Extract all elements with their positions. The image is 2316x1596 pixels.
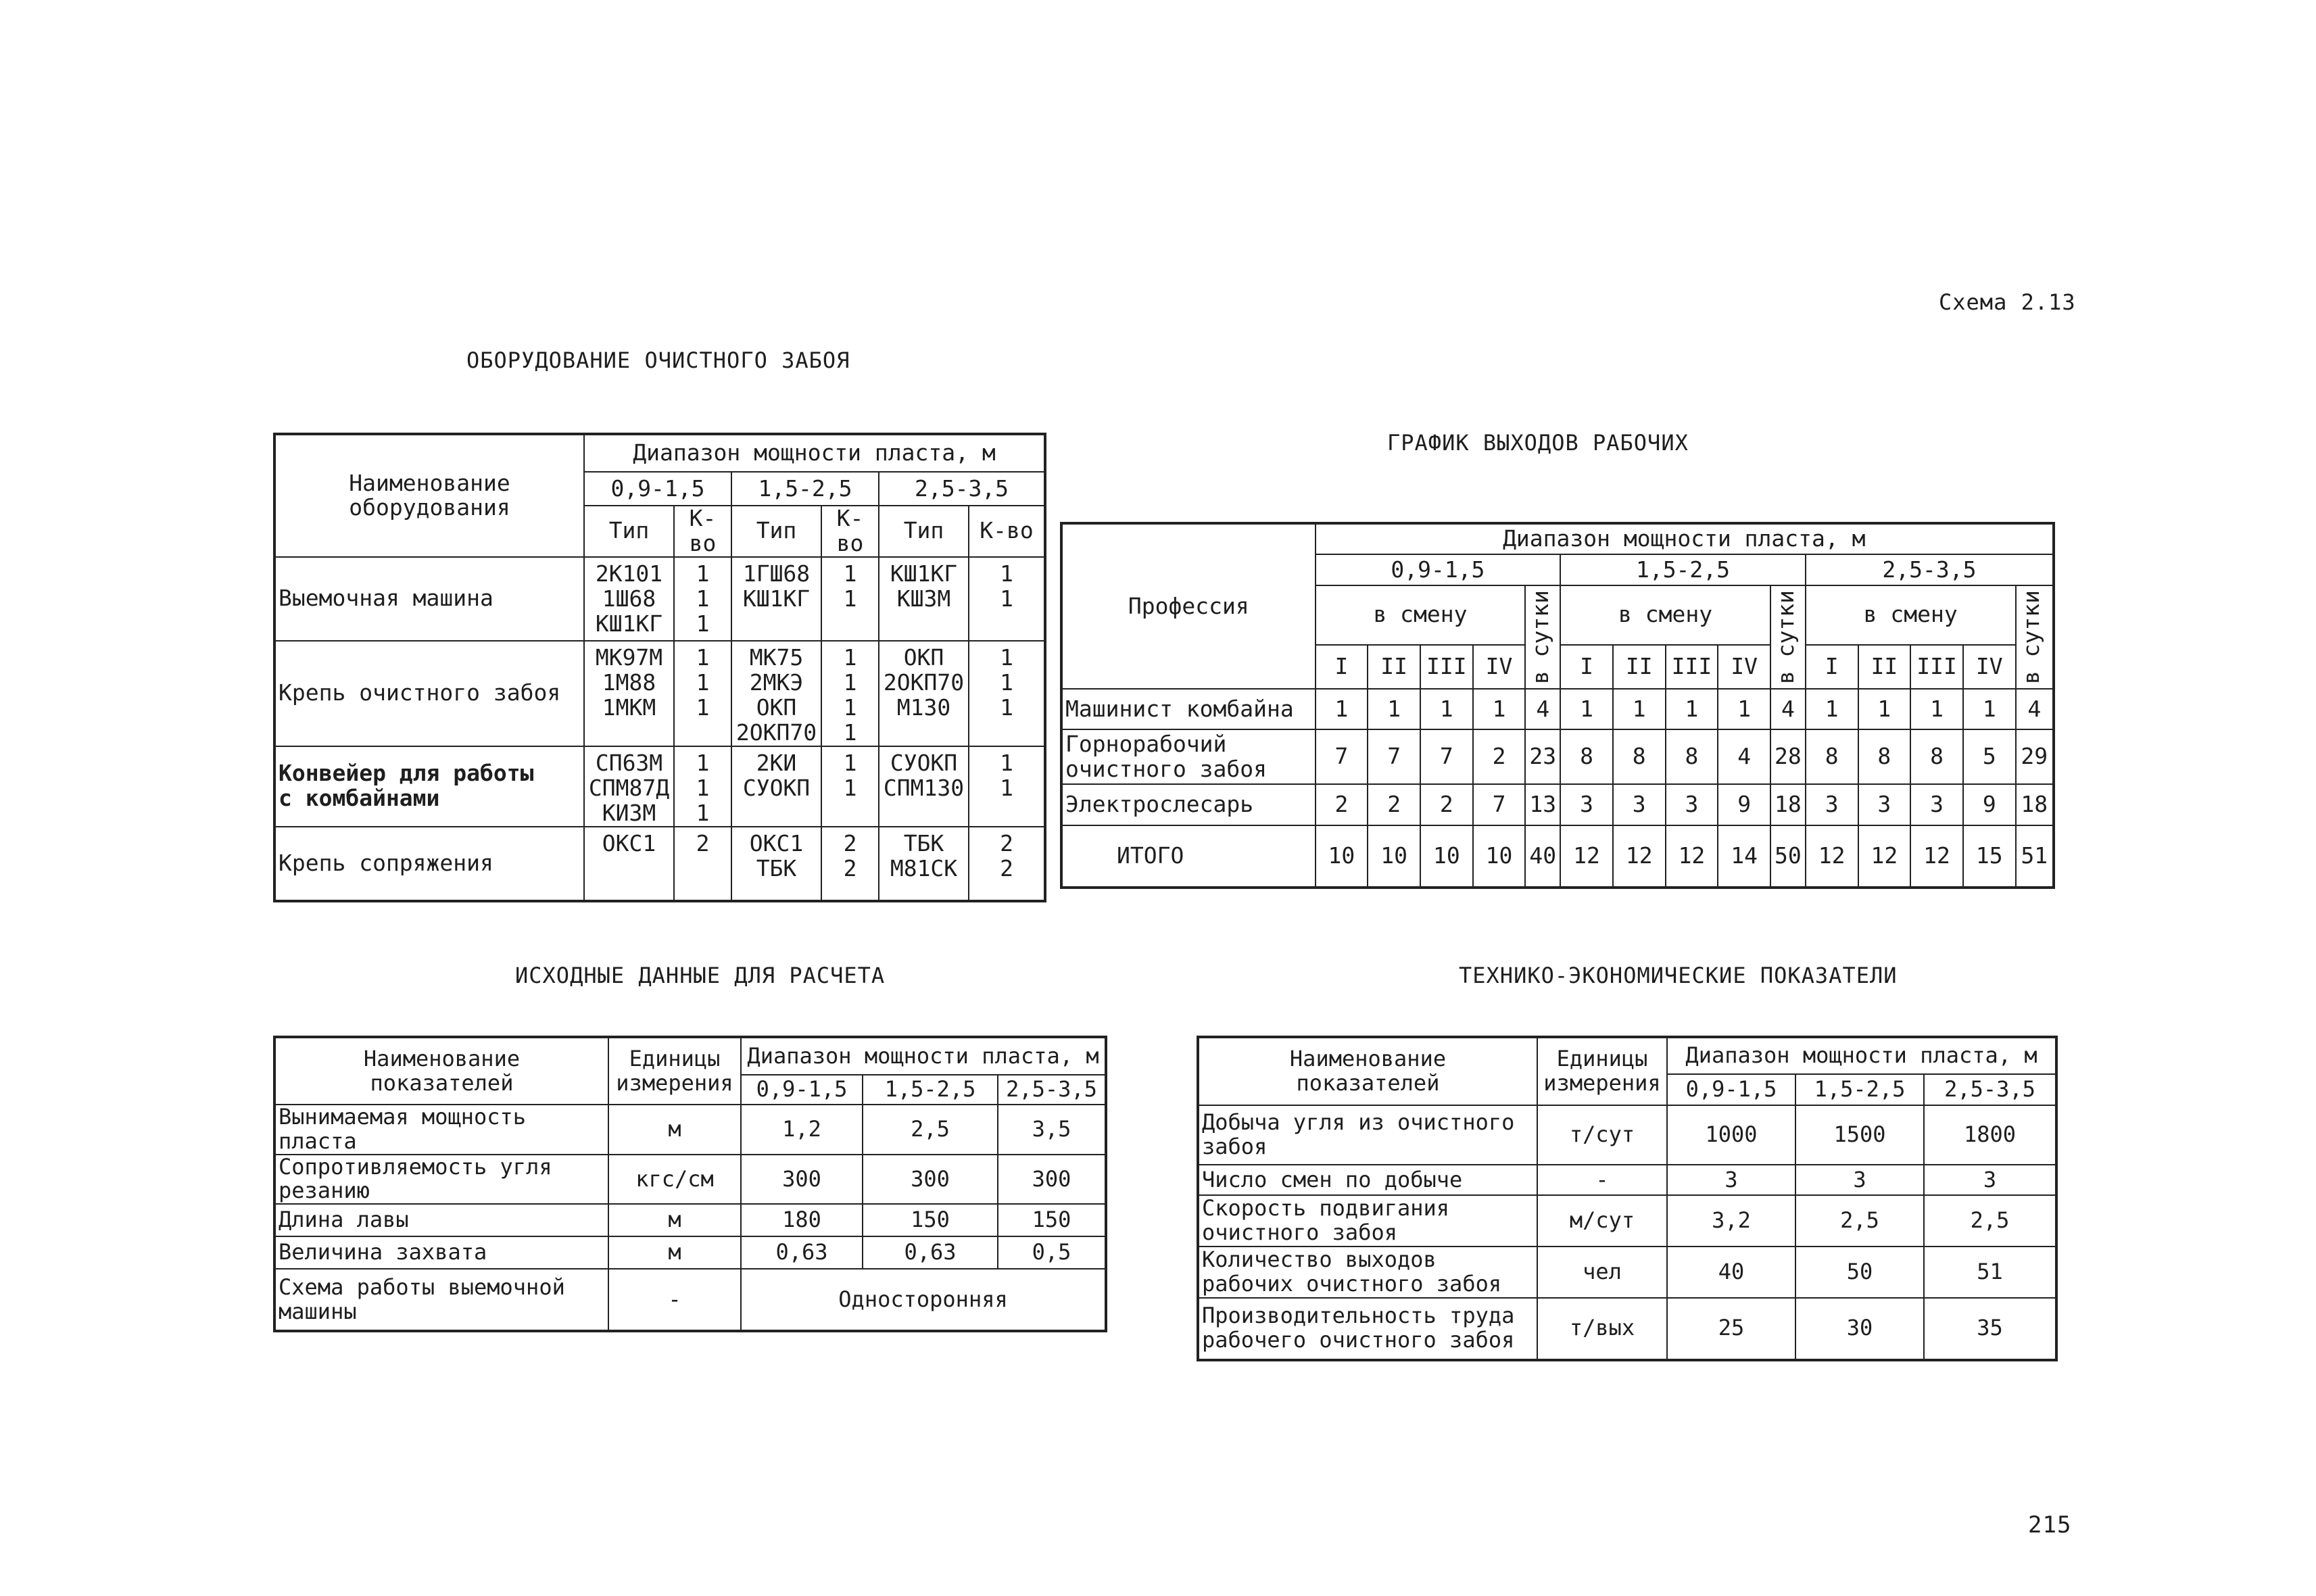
row-value: 12 <box>1806 825 1858 888</box>
row-value: 12 <box>1613 825 1666 888</box>
row-name: Величина захвата <box>274 1236 608 1269</box>
schedule-table <box>1060 522 2055 889</box>
row-value: 3 <box>1806 784 1858 825</box>
equipment-count-cell: 2 2 <box>969 827 1045 901</box>
row-value: 1 <box>1858 689 1911 729</box>
row-value: 1 <box>1613 689 1666 729</box>
indicators-range-1: 0,9-1,5 <box>1667 1074 1795 1105</box>
row-name: Выемочная машина <box>274 557 584 641</box>
table-row <box>1061 729 2054 784</box>
row-value: 50 <box>1770 825 1806 888</box>
row-name: Схема работы выемочной машины <box>274 1269 608 1331</box>
per-day-label: в сутки <box>1770 585 1806 689</box>
row-value: 0,63 <box>863 1236 998 1269</box>
row-value: 150 <box>863 1204 998 1236</box>
indicators-title: ТЕХНИКО-ЭКОНОМИЧЕСКИЕ ПОКАЗАТЕЛИ <box>1459 963 1898 988</box>
row-value: 1 <box>1910 689 1963 729</box>
row-name: Добыча угля из очистного забоя <box>1198 1105 1537 1165</box>
schedule-header-range: Диапазон мощности пласта, м <box>1316 523 2054 554</box>
col-type: Тип <box>584 506 674 557</box>
equipment-type-cell: СП63М СПМ87Д КИ3М <box>584 746 674 827</box>
row-value: 1 <box>1666 689 1718 729</box>
row-value: 3 <box>1910 784 1963 825</box>
equipment-table <box>273 433 1046 902</box>
table-row <box>1198 1247 2056 1298</box>
shift-number: II <box>1368 645 1420 689</box>
initial-data-table <box>273 1036 1107 1332</box>
row-value: 2,5 <box>1924 1195 2056 1247</box>
row-name: Электрослесарь <box>1061 784 1316 825</box>
col-type: Тип <box>879 506 969 557</box>
row-value: 40 <box>1667 1247 1795 1298</box>
equipment-type-cell: 2К101 1Ш68 КШ1КГ <box>584 557 674 641</box>
equipment-type-cell: ОКС1 ТБК <box>731 827 821 901</box>
row-value: 12 <box>1560 825 1613 888</box>
row-value: 15 <box>1963 825 2016 888</box>
row-value: 2 <box>1473 729 1526 784</box>
row-value: 7 <box>1473 784 1526 825</box>
row-value: 1000 <box>1667 1105 1795 1165</box>
row-value: 3 <box>1858 784 1911 825</box>
per-shift-label: в смену <box>1560 585 1770 645</box>
initial-range-2: 1,5-2,5 <box>863 1075 998 1105</box>
row-value: 8 <box>1560 729 1613 784</box>
row-value: 7 <box>1368 729 1420 784</box>
row-value: 1 <box>1963 689 2016 729</box>
initial-data-title: ИСХОДНЫЕ ДАННЫЕ ДЛЯ РАСЧЕТА <box>515 963 886 988</box>
row-value: 51 <box>1924 1247 2056 1298</box>
row-value: 23 <box>1525 729 1560 784</box>
indicators-header-name: Наименование показателей <box>1198 1037 1537 1105</box>
table-row <box>274 827 1045 901</box>
row-value: 10 <box>1368 825 1420 888</box>
row-value: 3 <box>1667 1165 1795 1195</box>
initial-header-units: Единицы измерения <box>608 1037 741 1105</box>
scheme-label: Схема 2.13 <box>1939 289 2076 315</box>
row-name: Число смен по добыче <box>1198 1165 1537 1195</box>
indicators-header-units: Единицы измерения <box>1537 1037 1667 1105</box>
indicators-range-2: 1,5-2,5 <box>1795 1074 1924 1105</box>
row-value: 29 <box>2016 729 2054 784</box>
row-value: 3 <box>1613 784 1666 825</box>
initial-range-1: 0,9-1,5 <box>741 1075 863 1105</box>
equipment-range-3: 2,5-3,5 <box>879 472 1045 506</box>
equipment-count-cell: 1 1 1 <box>674 557 731 641</box>
row-value: 8 <box>1858 729 1911 784</box>
row-value: 28 <box>1770 729 1806 784</box>
row-value: 3,2 <box>1667 1195 1795 1247</box>
per-shift-label: в смену <box>1316 585 1526 645</box>
per-day-label: в сутки <box>2016 585 2054 689</box>
row-value: 12 <box>1666 825 1718 888</box>
row-value: 9 <box>1963 784 2016 825</box>
shift-number: IV <box>1718 645 1770 689</box>
row-unit: т/сут <box>1537 1105 1667 1165</box>
row-value: 0,5 <box>998 1236 1106 1269</box>
shift-number: I <box>1806 645 1858 689</box>
shift-number: III <box>1666 645 1718 689</box>
row-value: 1 <box>1560 689 1613 729</box>
schedule-range-1: 0,9-1,5 <box>1316 554 1561 585</box>
row-unit: м <box>608 1105 741 1155</box>
row-name: ИТОГО <box>1061 825 1316 888</box>
equipment-type-cell: 2КИ СУОКП <box>731 746 821 827</box>
row-value: 12 <box>1858 825 1911 888</box>
row-value: 50 <box>1795 1247 1924 1298</box>
per-day-label: в сутки <box>1525 585 1560 689</box>
equipment-type-cell: ТБК М81СК <box>879 827 969 901</box>
row-value: 0,63 <box>741 1236 863 1269</box>
schedule-range-2: 1,5-2,5 <box>1560 554 1806 585</box>
schedule-range-3: 2,5-3,5 <box>1806 554 2054 585</box>
row-unit: - <box>1537 1165 1667 1195</box>
row-unit: м <box>608 1236 741 1269</box>
row-name: Скорость подвигания очистного забоя <box>1198 1195 1537 1247</box>
row-value: 3 <box>1666 784 1718 825</box>
row-value: 2,5 <box>863 1105 998 1155</box>
row-value: 51 <box>2016 825 2054 888</box>
equipment-header-name: Наименование оборудования <box>274 434 584 557</box>
row-value: 3 <box>1560 784 1613 825</box>
row-name: Количество выходов рабочих очистного забоя <box>1198 1247 1537 1298</box>
row-unit: м <box>608 1204 741 1236</box>
row-value: 8 <box>1613 729 1666 784</box>
row-value: 2,5 <box>1795 1195 1924 1247</box>
row-value: 30 <box>1795 1298 1924 1360</box>
equipment-type-cell: ОКП 2ОКП70 М130 <box>879 641 969 746</box>
row-value: 13 <box>1525 784 1560 825</box>
row-value: 1 <box>1420 689 1473 729</box>
equipment-count-cell: 1 1 <box>821 557 879 641</box>
table-row <box>1198 1195 2056 1247</box>
row-value: 8 <box>1666 729 1718 784</box>
row-value: 4 <box>1718 729 1770 784</box>
table-row <box>1061 689 2054 729</box>
row-value: Односторонняя <box>741 1269 1106 1331</box>
table-row <box>1198 1105 2056 1165</box>
row-value: 35 <box>1924 1298 2056 1360</box>
equipment-type-cell: 1ГШ68 КШ1КГ <box>731 557 821 641</box>
table-row <box>274 1236 1106 1269</box>
col-count: К-во <box>674 506 731 557</box>
table-row <box>1198 1165 2056 1195</box>
row-unit: чел <box>1537 1247 1667 1298</box>
equipment-type-cell: ОКС1 <box>584 827 674 901</box>
table-row <box>274 1105 1106 1155</box>
row-value: 10 <box>1473 825 1526 888</box>
equipment-count-cell: 1 1 <box>821 746 879 827</box>
row-value: 8 <box>1910 729 1963 784</box>
table-row <box>1198 1298 2056 1360</box>
row-value: 5 <box>1963 729 2016 784</box>
row-value: 14 <box>1718 825 1770 888</box>
col-count: К-во <box>969 506 1045 557</box>
per-shift-label: в смену <box>1806 585 2016 645</box>
table-row <box>274 746 1045 827</box>
table-row <box>1061 825 2054 888</box>
row-name: Горнорабочий очистного забоя <box>1061 729 1316 784</box>
row-value: 2 <box>1368 784 1420 825</box>
row-value: 8 <box>1806 729 1858 784</box>
row-value: 40 <box>1525 825 1560 888</box>
table-row <box>274 557 1045 641</box>
row-value: 180 <box>741 1204 863 1236</box>
row-value: 2 <box>1420 784 1473 825</box>
row-value: 7 <box>1316 729 1368 784</box>
shift-number: II <box>1613 645 1666 689</box>
row-value: 4 <box>1525 689 1560 729</box>
equipment-count-cell: 1 1 1 1 <box>821 641 879 746</box>
col-count: К-во <box>821 506 879 557</box>
row-value: 150 <box>998 1204 1106 1236</box>
shift-number: III <box>1910 645 1963 689</box>
row-value: 1 <box>1473 689 1526 729</box>
initial-header-name: Наименование показателей <box>274 1037 608 1105</box>
table-row <box>274 1155 1106 1205</box>
row-name: Вынимаемая мощность пласта <box>274 1105 608 1155</box>
row-value: 1 <box>1806 689 1858 729</box>
row-value: 300 <box>741 1155 863 1205</box>
row-value: 1 <box>1316 689 1368 729</box>
schedule-title: ГРАФИК ВЫХОДОВ РАБОЧИХ <box>1387 430 1689 456</box>
equipment-count-cell: 1 1 1 <box>674 641 731 746</box>
row-name: Крепь очистного забоя <box>274 641 584 746</box>
col-type: Тип <box>731 506 821 557</box>
shift-number: IV <box>1473 645 1526 689</box>
equipment-range-1: 0,9-1,5 <box>584 472 731 506</box>
row-value: 7 <box>1420 729 1473 784</box>
equipment-title: ОБОРУДОВАНИЕ ОЧИСТНОГО ЗАБОЯ <box>466 347 850 373</box>
row-value: 1 <box>1718 689 1770 729</box>
row-value: 1800 <box>1924 1105 2056 1165</box>
equipment-type-cell: МК75 2МКЭ ОКП 2ОКП70 <box>731 641 821 746</box>
schedule-header-profession: Профессия <box>1061 523 1316 689</box>
indicators-header-range: Диапазон мощности пласта, м <box>1667 1037 2056 1074</box>
equipment-count-cell: 2 <box>674 827 731 901</box>
row-value: 2 <box>1316 784 1368 825</box>
row-value: 3 <box>1924 1165 2056 1195</box>
row-value: 300 <box>998 1155 1106 1205</box>
row-name: Машинист комбайна <box>1061 689 1316 729</box>
equipment-count-cell: 1 1 1 <box>969 641 1045 746</box>
shift-number: IV <box>1963 645 2016 689</box>
shift-number: I <box>1316 645 1368 689</box>
shift-number: II <box>1858 645 1911 689</box>
table-row <box>1061 784 2054 825</box>
row-value: 18 <box>2016 784 2054 825</box>
row-value: 4 <box>1770 689 1806 729</box>
indicators-table <box>1197 1036 2058 1361</box>
table-row <box>274 641 1045 746</box>
initial-range-3: 2,5-3,5 <box>998 1075 1106 1105</box>
row-name: Крепь сопряжения <box>274 827 584 901</box>
equipment-range-2: 1,5-2,5 <box>731 472 879 506</box>
equipment-count-cell: 1 1 <box>969 557 1045 641</box>
equipment-header-range: Диапазон мощности пласта, м <box>584 434 1045 472</box>
row-value: 3,5 <box>998 1105 1106 1155</box>
row-unit: - <box>608 1269 741 1331</box>
equipment-type-cell: КШ1КГ КШ3М <box>879 557 969 641</box>
row-value: 4 <box>2016 689 2054 729</box>
row-name: Конвейер для работы с комбайнами <box>274 746 584 827</box>
row-value: 1,2 <box>741 1105 863 1155</box>
row-value: 25 <box>1667 1298 1795 1360</box>
row-name: Сопротивляемость угля резанию <box>274 1155 608 1205</box>
row-value: 10 <box>1420 825 1473 888</box>
row-name: Длина лавы <box>274 1204 608 1236</box>
shift-number: III <box>1420 645 1473 689</box>
row-value: 1 <box>1368 689 1420 729</box>
table-row <box>274 1204 1106 1236</box>
equipment-count-cell: 2 2 <box>821 827 879 901</box>
equipment-type-cell: МК97М 1М88 1МКМ <box>584 641 674 746</box>
row-value: 3 <box>1795 1165 1924 1195</box>
row-value: 300 <box>863 1155 998 1205</box>
table-row <box>274 1269 1106 1331</box>
row-value: 18 <box>1770 784 1806 825</box>
row-value: 9 <box>1718 784 1770 825</box>
shift-number: I <box>1560 645 1613 689</box>
row-value: 12 <box>1910 825 1963 888</box>
page-number: 215 <box>2028 1512 2072 1539</box>
equipment-type-cell: СУОКП СПМ130 <box>879 746 969 827</box>
row-value: 1500 <box>1795 1105 1924 1165</box>
row-value: 10 <box>1316 825 1368 888</box>
row-name: Производительность труда рабочего очистного забоя <box>1198 1298 1537 1360</box>
row-unit: т/вых <box>1537 1298 1667 1360</box>
indicators-range-3: 2,5-3,5 <box>1924 1074 2056 1105</box>
row-unit: кгс/см <box>608 1155 741 1205</box>
row-unit: м/сут <box>1537 1195 1667 1247</box>
initial-header-range: Диапазон мощности пласта, м <box>741 1037 1106 1075</box>
equipment-count-cell: 1 1 1 <box>674 746 731 827</box>
equipment-count-cell: 1 1 <box>969 746 1045 827</box>
